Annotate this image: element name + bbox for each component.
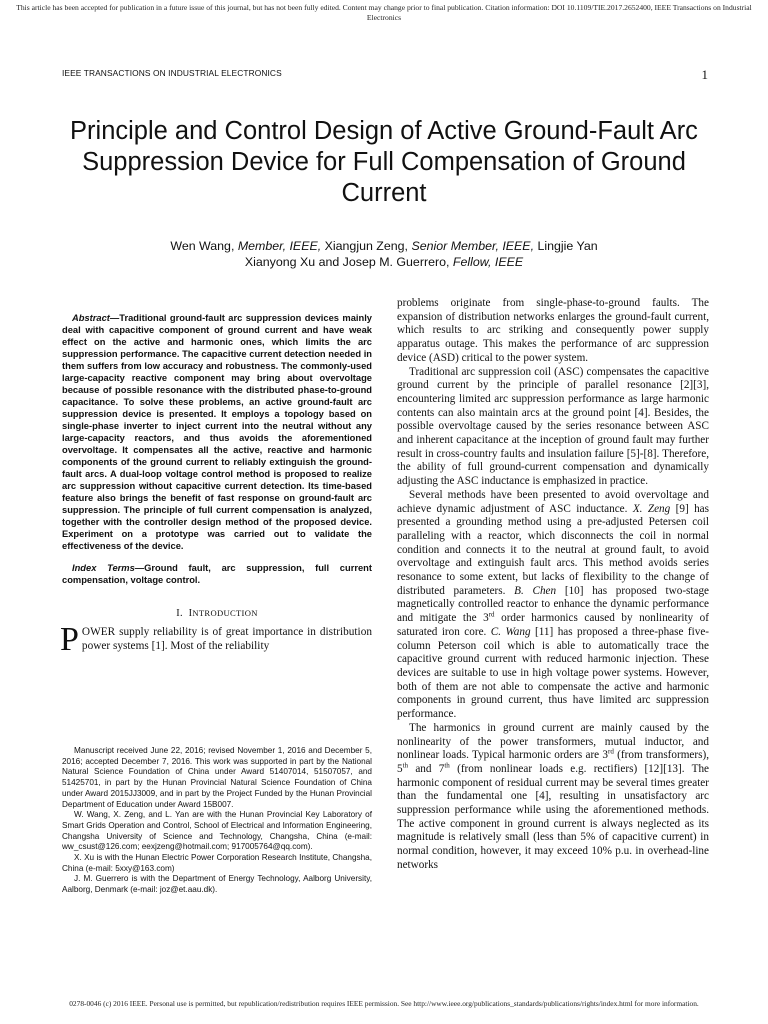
body-text: (from nonlinear loads e.g. rectifiers) [12][13]. The harmonic component of residual current may be several times greater than the fundamental one [4], resulting in unsatisfactory arc suppression performance while using the aforementioned methods. The active component in ground current is always neglected as its magnitude is relatively small (less than 5% of capacitive current) in normal condition, however, it may exceed 10% p.u. in overhead-line networks: [397, 762, 710, 871]
body-text: (from transformers), 5: [397, 749, 709, 775]
author-list: [40, 238, 728, 270]
superscript: th: [444, 761, 450, 770]
author-name: Lingjie Yan: [537, 239, 598, 253]
body-text: [9] has presented a grounding method using a pre-adjusted Petersen coil paralleling with a reactor, which disconnects the coil in normal condition and connects it to the neutral at ground fault, to avoid overvoltage and extinguish fault arcs. This method avoids series resonance to some extent, but lacks of flexibility to the change of distributed parameters.: [397, 502, 709, 597]
section-number: I.: [176, 608, 183, 619]
body-paragraph: Traditional arc suppression coil (ASC) compensates the capacitive ground current by the principle of parallel resonance [2][3], encountering limited arc suppression performance as large harmonic contents can also maintain arcs at the ground point [4]. Besides, the possible overvoltage caused by the series resonance between ASC and inherent capacitance at the inception of ground fault may further result in cross-country faults and insulation failure [5]-[8]. Therefore, the ability of full ground-current compensation and dynamically adjusting the ASC inductance is emphasized in practice.: [397, 365, 709, 488]
body-text: [11] has proposed a three-phase five-column Peterson coil which is able to automatically trace the capacitive ground current with reduced harmonic injection. These devices are suitable to use in high voltage power systems. However, both of them are not able to compensate the active and harmonic components in ground current, thus have limited arc suppression performance.: [397, 625, 710, 721]
author-name: Xianyong Xu and Josep M. Guerrero,: [244, 255, 450, 269]
body-text: order harmonics caused by nonlinearity of saturated iron core.: [397, 612, 710, 638]
footnote-affiliation: J. M. Guerrero is with the Department of Energy Technology, Aalborg University, Aalborg, Denmark (e-mail: joz@et.aau.dk).: [62, 874, 372, 895]
superscript: rd: [608, 747, 614, 756]
abstract: [62, 312, 372, 552]
index-terms-text: —Ground fault, arc suppression, full current compensation, voltage control.: [62, 563, 373, 585]
running-head: IEEE TRANSACTIONS ON INDUSTRIAL ELECTRONICS: [62, 68, 282, 78]
abstract-label: Abstract: [72, 313, 110, 323]
author-affil-title: Senior Member, IEEE,: [411, 239, 535, 253]
author-line-1: [40, 238, 728, 254]
footnote-manuscript: Manuscript received June 22, 2016; revised November 1, 2016 and December 5, 2016; accepted December 7, 2016. This work was supported in part by the National Natural Science Foundation of China under Award 51407014, 51507057, and 51425701, in part by the Hunan Provincial Natural Science Foundation of China under Award 2015JJ3009, and in part by the Project Funded by the Hunan Provincial Department of Education under Award 15B007.: [62, 746, 372, 809]
author-line-2: [40, 254, 728, 270]
section-heading: [62, 608, 372, 619]
body-text: [10] has proposed two-stage magnetically controlled reactor to enhance the dynamic performance and mitigate the 3: [397, 584, 710, 625]
intro-text: OWER supply reliability is of great importance in distribution power systems [1]. Most of the reliability: [81, 626, 372, 653]
body-text: and 7: [415, 762, 445, 775]
author-affil-title: Member, IEEE,: [237, 239, 322, 253]
author-affil-title: Fellow, IEEE: [452, 255, 524, 269]
intro-paragraph: [60, 621, 372, 658]
index-terms-label: Index Terms: [72, 563, 135, 573]
cited-author: X. Zeng: [632, 502, 671, 515]
right-column: [397, 297, 709, 873]
section-title-rest: NTRODUCTION: [192, 608, 258, 618]
paper-title: Principle and Control Design of Active Ground-Fault Arc Suppression Device for Full Compensation of Ground Current: [70, 117, 698, 207]
body-paragraph: [397, 722, 709, 873]
superscript: th: [402, 761, 409, 770]
body-text: The harmonics in ground current are mainly caused by the nonlinearity of the power transformers, mutual inductor, and nonlinear loads. Typical harmonic orders are 3: [397, 721, 709, 762]
body-text: Several methods have been presented to avoid overvoltage and achieve dynamic adjustment of ASC inductance.: [397, 488, 709, 515]
author-name: Wen Wang,: [170, 239, 235, 253]
superscript: rd: [488, 610, 495, 619]
footnote-affiliation: W. Wang, X. Zeng, and L. Yan are with the Hunan Provincial Key Laboratory of Smart Grids Operation and Control, School of Electrical and Information Engineering, Changsha University of Science and Technology, Changsha, China (e-mail: ww_csust@126.com; eexjzeng@hotmail.com; 917005764@qq.com).: [62, 810, 372, 852]
section-initial: I: [188, 608, 193, 619]
index-terms: [62, 562, 372, 586]
prepublication-notice: This article has been accepted for publication in a future issue of this journal, but has not been fully edited. Content may change prior to final publication. Citation information: DOI 10.1109/TIE.2017.2652400, IEEE Transactions on Industrial Electronics: [16, 3, 752, 22]
page-number: 1: [701, 67, 708, 82]
body-paragraph: [397, 489, 709, 722]
author-name: Xiangjun Zeng,: [324, 239, 408, 253]
body-paragraph: problems originate from single-phase-to-ground faults. The expansion of distribution networks enlarges the ground-fault current, which results to arc striking and consequently power supply apparatus outage. This makes the performance of arc suppression device (ASD) critical to the power system.: [397, 297, 709, 364]
cited-author: B. Chen: [514, 584, 557, 597]
abstract-text: —Traditional ground-fault arc suppression devices mainly deal with capacitive component of ground current and have weak effect on the active and harmonic ones, which limits the arc suppression performance. The capacitive current detection needed in them suffers from low accuracy and robustness. The commonly-used large-capacity reactive component may bring about overvoltage because of possible resonance with the distributed phase-to-ground capacitance. To solve these problems, an active ground-fault arc suppression device is presented. It employs a topology based on single-phase inverter to inject current into the neutral without any large-capacity reactors, and thus avoids the aforementioned overvoltage. It compensates all the active, reactive and harmonic components of the ground current to reliably extinguish the ground-fault arcs. A dual-loop voltage control method is proposed to realize arc suppression without capacitive current detection. Its time-based feature also brings the benefit of fast response on ground-fault arc suppression. The principle of full current compensation is analyzed, together with the controller design method of the proposed device. Experiment on a prototype was carried out to validate the effectiveness of the device.: [62, 313, 372, 551]
cited-author: C. Wang: [490, 625, 531, 638]
copyright-footer: 0278-0046 (c) 2016 IEEE. Personal use is permitted, but republication/redistribution requires IEEE permission. See http://www.ieee.org/publications_standards/publications/rights/index.html for more information.: [69, 999, 699, 1008]
footnote-affiliation: X. Xu is with the Hunan Electric Power Corporation Research Institute, Changsha, China (e-mail: 5xxy@163.com): [62, 853, 372, 873]
footnotes: [62, 746, 372, 896]
left-column: [60, 312, 373, 658]
drop-cap: P: [60, 621, 79, 658]
